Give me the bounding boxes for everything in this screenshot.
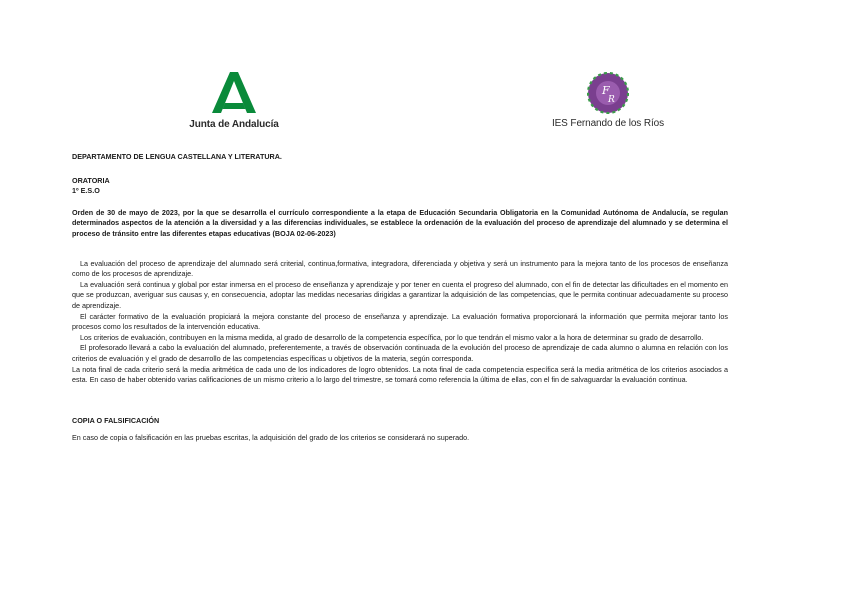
subject-title: ORATORIA [72, 175, 110, 185]
junta-emblem-icon [211, 72, 257, 116]
paragraph: La nota final de cada criterio será la media aritmética de cada uno de los indicadores de logro obtenidos. La nota final de cada competencia específica será la media aritmética de los criterios asociados a esta. En caso de haber obtenido varias calificaciones de un mismo criterio a lo largo del trimestre, se tomará como referencia la última de ellas, con el fin de salvaguardar la evaluación continua. [72, 364, 728, 385]
department-heading: DEPARTAMENTO DE LENGUA CASTELLANA Y LITERATURA. [72, 152, 282, 161]
paragraph: Los criterios de evaluación, contribuyen en la misma medida, al grado de desarrollo de la competencia específica, por lo que tendrán el mismo valor a la hora de determinar su grado de desarrollo. [80, 332, 704, 342]
paragraph: La evaluación del proceso de aprendizaje del alumnado será criterial, continua,formativa, integradora, diferenciada y objetiva y será un instrumento para la mejora tanto de los procesos de enseñanza como de los procesos de aprendizaje. [72, 258, 728, 279]
ies-logo-caption: IES Fernando de los Ríos [551, 118, 665, 129]
copy-section-title: COPIA O FALSIFICACIÓN [72, 415, 160, 425]
document-body [72, 152, 728, 444]
paragraph: La evaluación será continua y global por estar inmersa en el proceso de enseñanza y aprendizaje y por tener en cuenta el progreso del alumnado, con el fin de detectar las dificultades en el momento en que se produzcan, averiguar sus causas y, en consecuencia, adoptar las medidas necesarias dirigidas a garantizar la adquisición de las competencias, que le permita continuar adecuadamente su proceso de aprendizaje. [72, 279, 728, 310]
course-level: 1º E.S.O [72, 186, 100, 196]
svg-text:F: F [602, 84, 610, 97]
svg-text:R: R [608, 95, 615, 105]
ies-fernando-de-los-rios-logo [548, 72, 668, 129]
junta-de-andalucia-logo [186, 72, 282, 130]
ies-emblem-icon [587, 72, 629, 114]
law-reference: Orden de 30 de mayo de 2023, por la que se desarrolla el currículo correspondiente a la etapa de Educación Secundaria Obligatoria en la Comunidad Autónoma de Andalucía, se regulan determinados aspectos de la atención a la diversidad y a las diferencias individuales, se establece la ordenación de la evaluación del proceso de aprendizaje del alumnado y se determina el proceso de tránsito entre las diferentes etapas educativas (BOJA 02-06-2023) [72, 207, 728, 238]
junta-logo-caption: Junta de Andalucía [189, 119, 279, 130]
paragraph: El carácter formativo de la evaluación propiciará la mejora constante del proceso de enseñanza y aprendizaje. La evaluación formativa proporcionará la información que permita mejorar tanto los procesos como los resultados de la intervención educativa. [72, 311, 728, 332]
paragraph: El profesorado llevará a cabo la evaluación del alumnado, preferentemente, a través de observación continuada de la evolución del proceso de aprendizaje de cada alumno o alumna en relación con los criterios de evaluación y el grado de desarrollo de las competencias específicas u objetivos de la materia, según corresponda. [72, 343, 728, 363]
copy-section-text: En caso de copia o falsificación en las pruebas escritas, la adquisición del grado de los criterios se considerará no superado. [72, 433, 470, 443]
evaluation-paragraphs [72, 259, 728, 386]
